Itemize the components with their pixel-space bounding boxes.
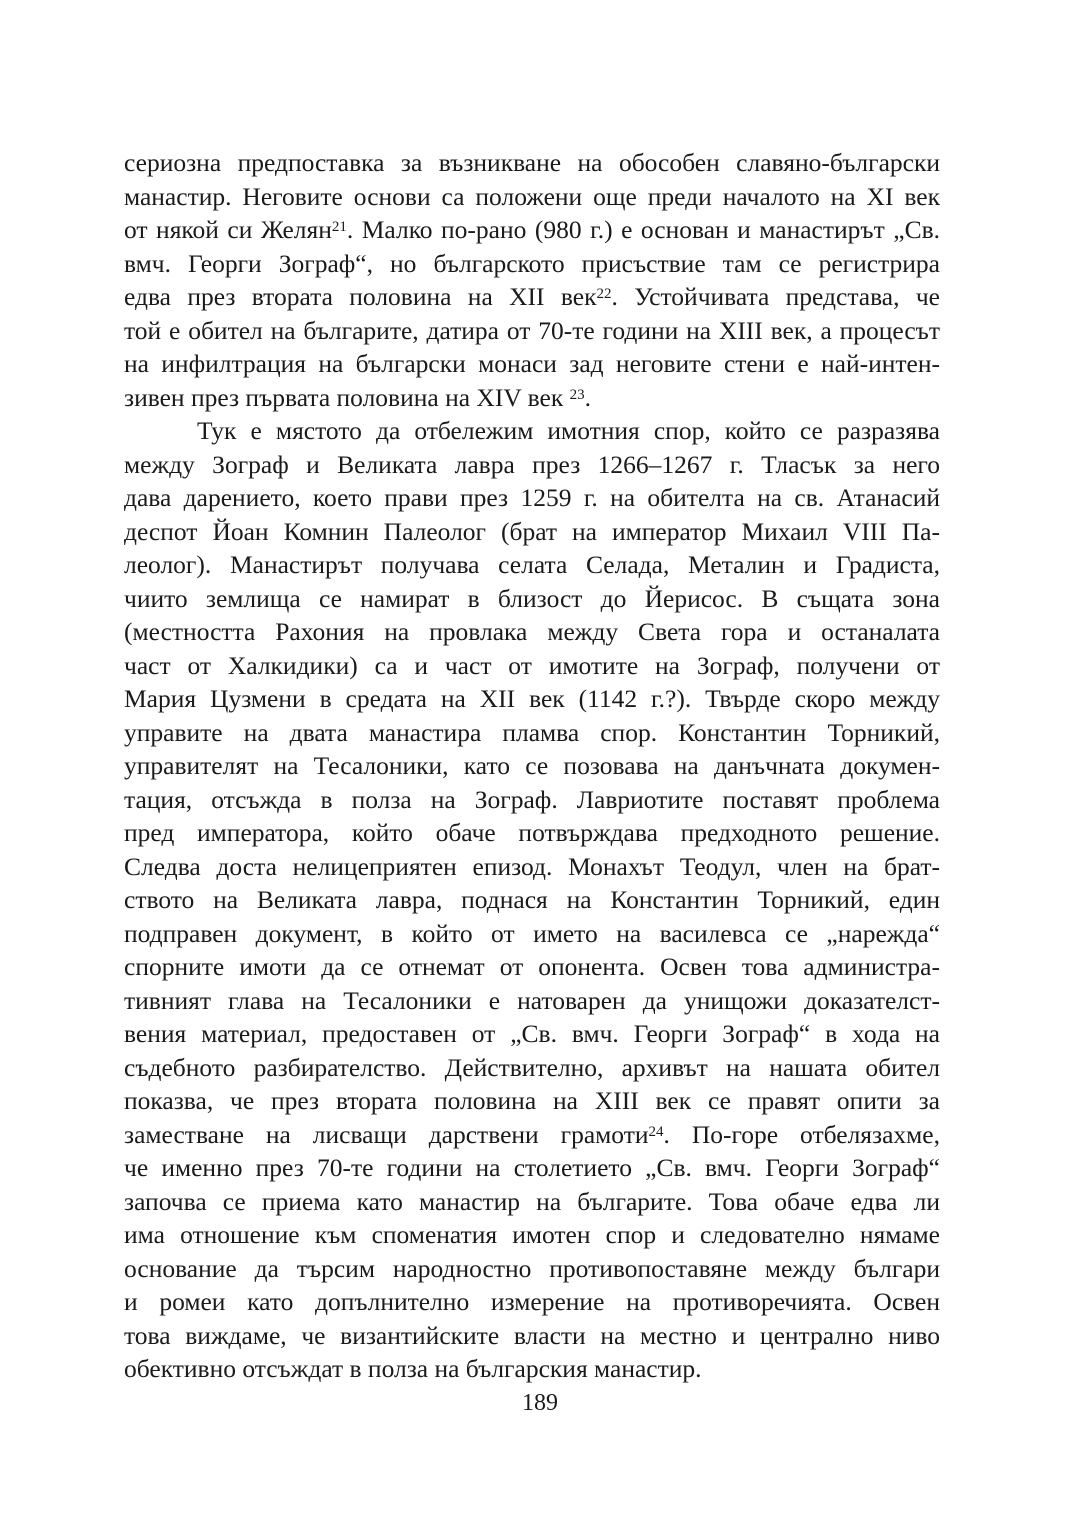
text-line: манастир. Неговите основи са положени още преди началото на XI век	[124, 182, 940, 211]
text-line: от някой си Желян$^{21}$. Малко по-рано (980 г.) е основан и манастирът „Св.	[124, 215, 940, 244]
text-line: Следва доста нелицеприятен епизод. Монахът Теодул, член на брат-	[124, 852, 940, 881]
text-line: заместване на лисващи дарствени грамоти$^{24}$. По-горе отбелязахме,	[124, 1120, 940, 1149]
text-line: това виждаме, че византийските власти на местно и централно ниво	[124, 1321, 940, 1350]
text-line: вения материал, предоставен от „Св. вмч. Георги Зограф“ в хода на	[124, 1019, 940, 1048]
text-line: и ромеи като допълнително измерение на противоречията. Освен	[124, 1287, 940, 1316]
text-line: тивният глава на Тесалоники е натоварен да унищожи доказателст-	[124, 986, 940, 1015]
text-line: деспот Йоан Комнин Палеолог (брат на император Михаил VIII Па-	[124, 517, 940, 546]
text-line: управите на двата манастира пламва спор. Константин Торникий,	[124, 718, 940, 747]
text-line: пред императора, който обаче потвърждава предходното решение.	[124, 818, 940, 847]
text-line: чиито землища се намират в близост до Йерисос. В същата зона	[124, 584, 940, 613]
footnote-ref[interactable]: 24	[648, 1123, 664, 1140]
text-line: обективно отсъждат в полза на българския манастир.	[124, 1354, 702, 1383]
text-line: започва се приема като манастир на българите. Това обаче едва ли	[124, 1187, 940, 1216]
text-line: едва през втората половина на XII век$^{22}$. Устойчивата представа, че	[124, 282, 940, 311]
text-line: на инфилтрация на български монаси зад неговите стени е най-интен-	[124, 349, 940, 378]
text-line: показва, че през втората половина на XIII век се правят опити за	[124, 1086, 940, 1115]
text-line: дава дарението, което прави през 1259 г. на обителта на св. Атанасий	[124, 483, 940, 512]
text-line: основание да търсим народностно противопоставяне между българи	[124, 1254, 940, 1283]
text-line: подправен документ, в който от името на василевса се „нарежда“	[124, 919, 940, 948]
page-number: 189	[522, 1390, 558, 1416]
text-line: част от Халкидики) са и част от имотите на Зограф, получени от	[124, 651, 940, 680]
text-line: (местността Рахония на провлака между Света гора и останалата	[124, 617, 940, 646]
footnote-ref[interactable]: 22	[596, 285, 612, 302]
footnote-ref[interactable]: 23	[569, 386, 585, 403]
text-line: Мария Цузмени в средата на XII век (1142 г.?). Твърде скоро между	[124, 684, 940, 713]
text-line: че именно през 70-те години на столетието „Св. вмч. Георги Зограф“	[124, 1153, 940, 1182]
text-line: зивен през първата половина на XIV век $^{23}$.	[124, 383, 592, 412]
text-line: той е обител на българите, датира от 70-те години на XIII век, а процесът	[124, 316, 940, 345]
text-line: леолог). Манастирът получава селата Селада, Металин и Градиста,	[124, 550, 940, 579]
text-line: спорните имоти да се отнемат от опонента. Освен това администра-	[124, 952, 940, 981]
text-line: съдебното разбирателство. Действително, архивът на нашата обител	[124, 1053, 940, 1082]
text-line: между Зограф и Великата лавра през 1266–1267 г. Тласък за него	[124, 450, 940, 479]
text-line: има отношение към споменатия имотен спор и следователно нямаме	[124, 1220, 940, 1249]
text-line: управителят на Тесалоники, като се позовава на данъчната докумен-	[124, 751, 940, 780]
text-line: Тук е мястото да отбележим имотния спор, който се разразява	[197, 416, 940, 445]
text-line: вмч. Георги Зограф“, но българското присъствие там се регистрира	[124, 249, 940, 278]
text-line: тация, отсъжда в полза на Зограф. Лавриотите поставят проблема	[124, 785, 940, 814]
footnote-ref[interactable]: 21	[331, 218, 347, 235]
text-line: ството на Великата лавра, поднася на Константин Торникий, един	[124, 885, 940, 914]
text-line: сериозна предпоставка за възникване на обособен славяно-български	[124, 148, 940, 177]
